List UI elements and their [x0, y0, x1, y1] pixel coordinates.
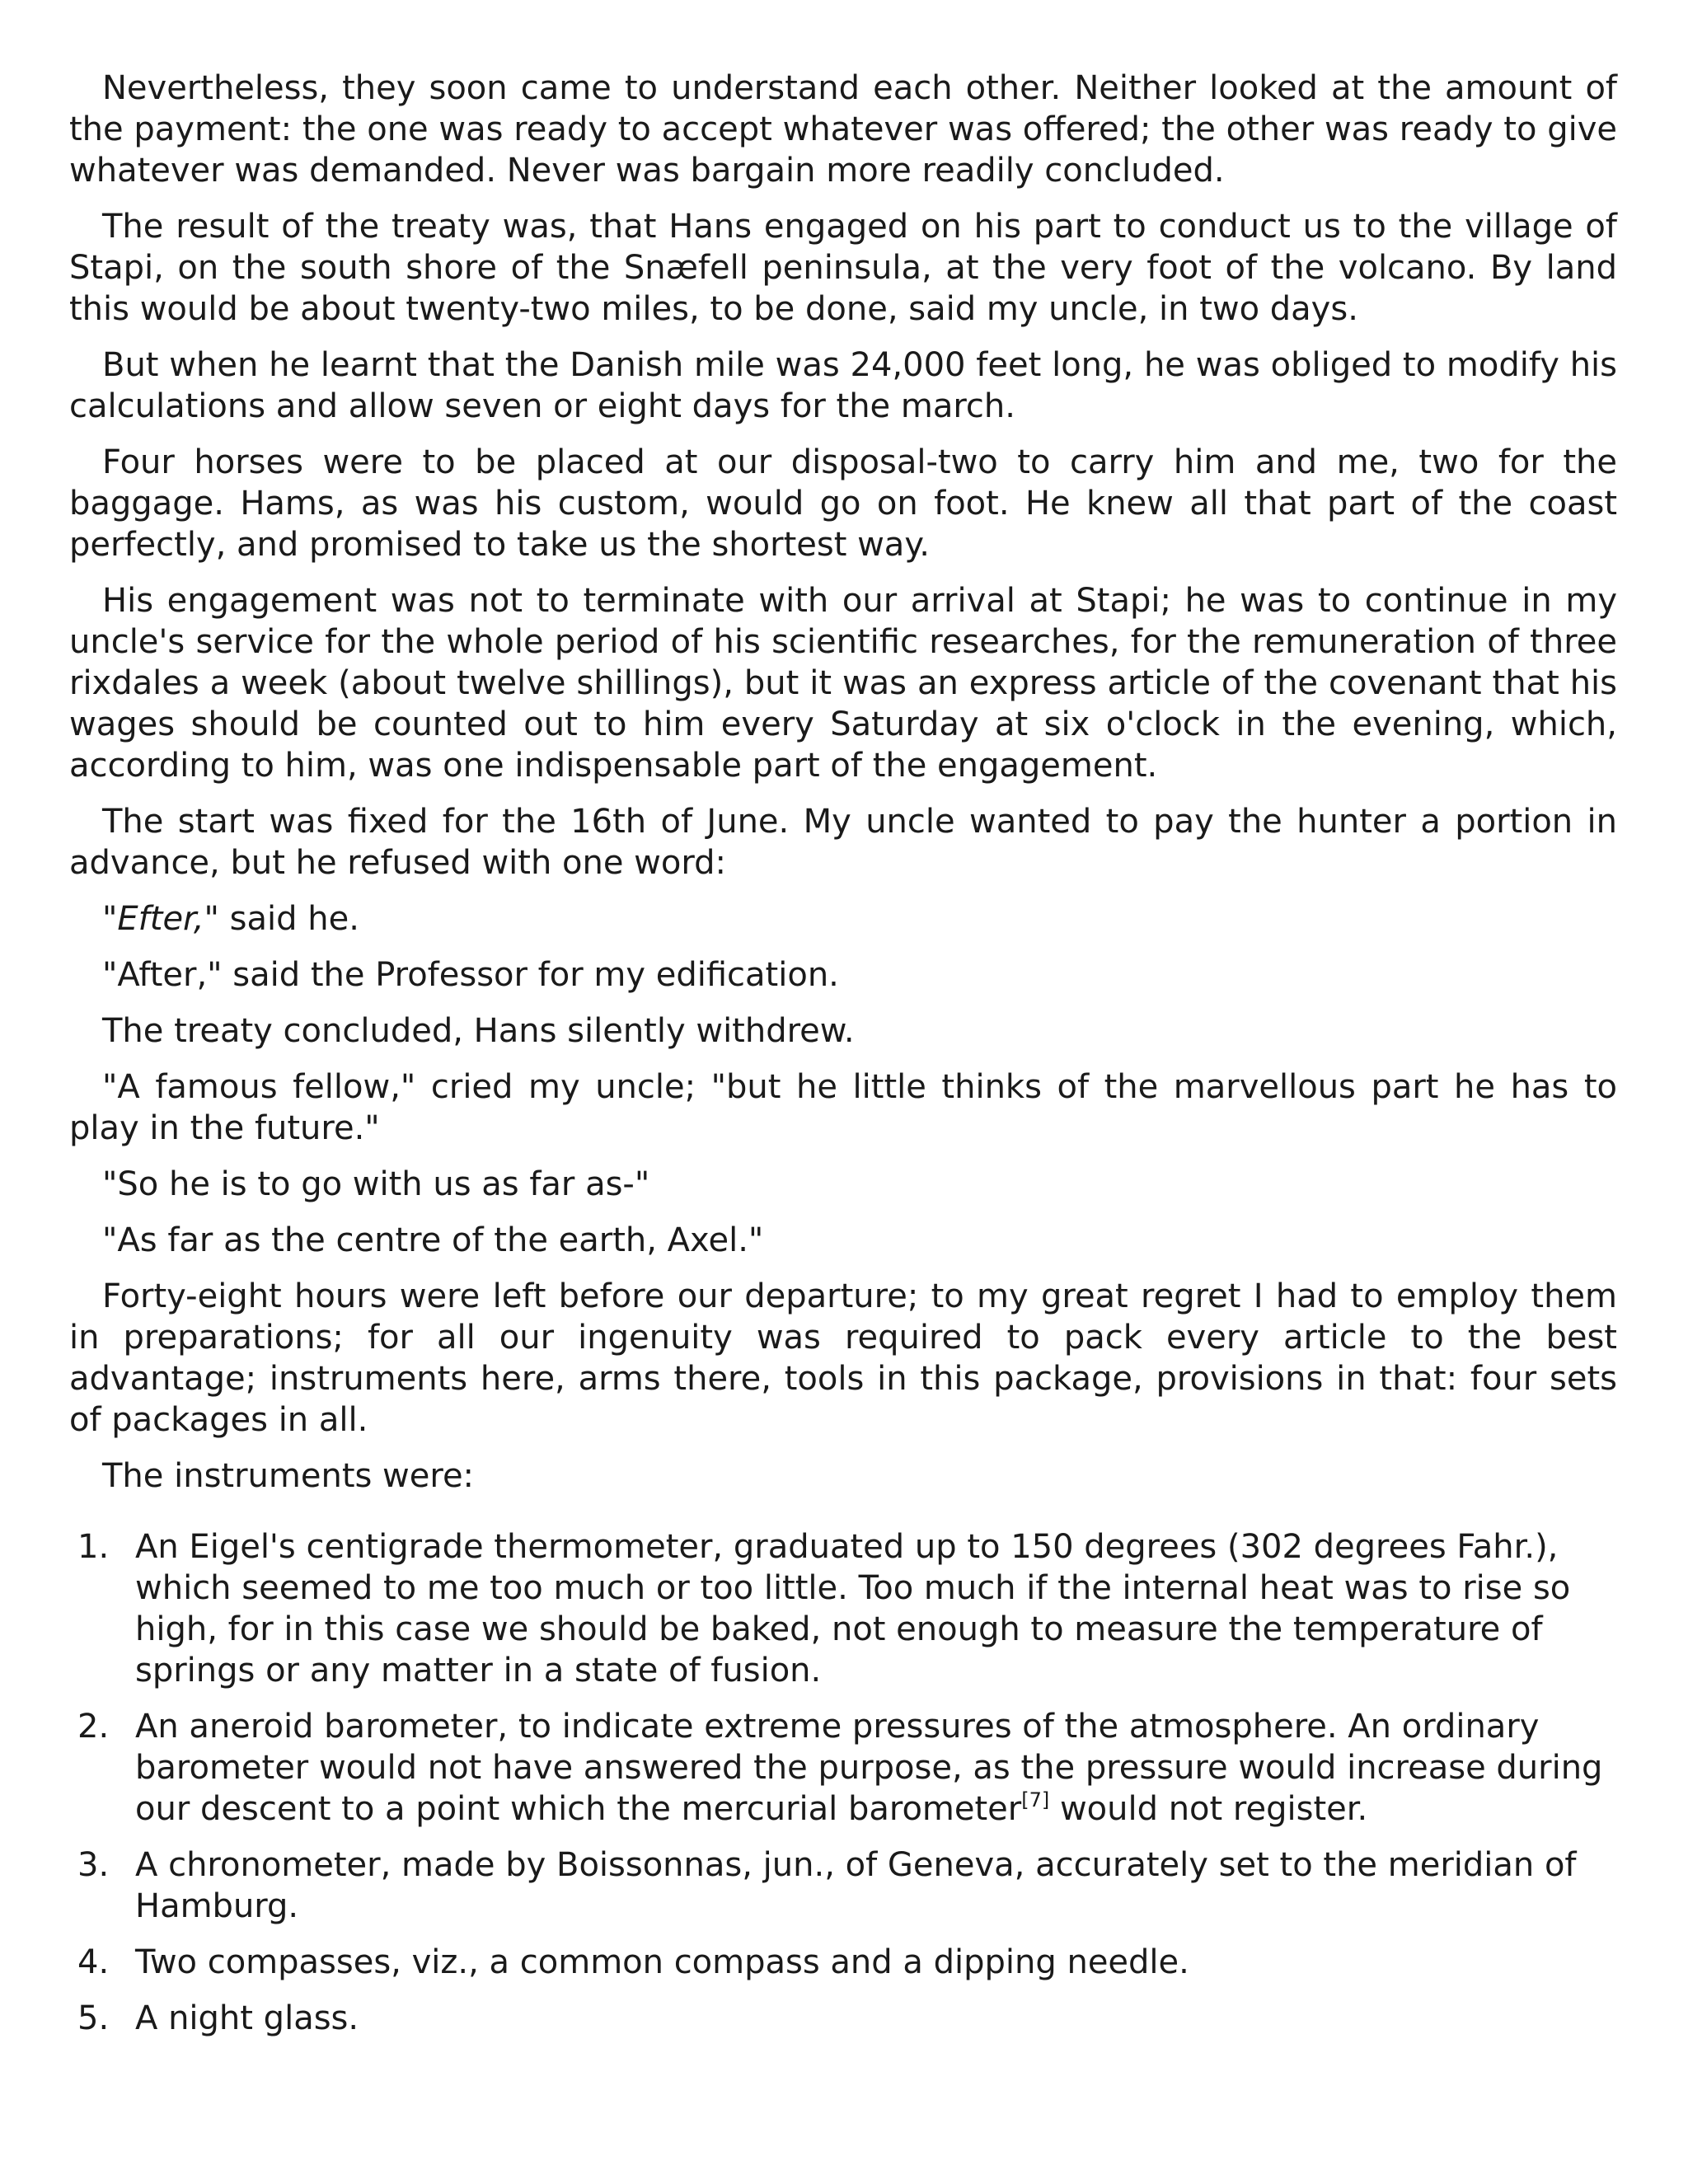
list-item [69, 1706, 1617, 1830]
list-text: An Eigel's centigrade thermometer, graduated up to 150 degrees (302 degrees Fahr.), which seemed to me too much or too little. Too much if the internal heat was to rise so high, for in this case we should be baked, not enough to measure the temperature of springs or any matter in a state of fusion. [135, 1528, 1571, 1690]
list-text: An aneroid barometer, to indicate extreme pressures of the atmosphere. An ordinary barometer would not have answered the purpose, as the pressure would increase during our descent to a point which the mercurial barometer [135, 1708, 1603, 1828]
list-item [69, 1844, 1617, 1927]
list-number: 3. [77, 1846, 110, 1884]
list-text: A chronometer, made by Boissonnas, jun., of Geneva, accurately set to the meridian of Hamburg. [135, 1846, 1577, 1925]
paragraph: His engagement was not to terminate with our arrival at Stapi; he was to continue in my uncle's service for the whole period of his scientific researches, for the remuneration of three rixdales a week (about twelve shillings), but it was an express article of the covenant that his wages should be counted out to him every Saturday at six o'clock in the evening, which, according to him, was one indispensable part of the engagement. [69, 582, 1617, 785]
dialogue-line: "After," said the Professor for my edification. [102, 956, 839, 994]
list-number: 5. [77, 1999, 110, 2037]
dialogue-line: "So he is to go with us as far as-" [102, 1165, 650, 1203]
list-item [69, 1998, 1617, 2039]
list-text: A night glass. [135, 1999, 359, 2037]
paragraph: The start was fixed for the 16th of June. My uncle wanted to pay the hunter a portion in advance, but he refused with one word: [69, 803, 1617, 882]
paragraph: Forty-eight hours were left before our departure; to my great regret I had to employ them in preparations; for all our ingenuity was required to pack every article to the best advantage; instruments here, arms there, tools in this package, provisions in that: four sets of packages in all. [69, 1277, 1617, 1439]
paragraph: But when he learnt that the Danish mile was 24,000 feet long, he was obliged to modify his calculations and allow seven or eight days for the march. [69, 346, 1617, 425]
list-number: 4. [77, 1943, 110, 1981]
footnote-link[interactable]: [7] [1021, 1788, 1050, 1811]
document-page [69, 68, 1617, 2054]
paragraph: Four horses were to be placed at our disposal-two to carry him and me, two for the baggage. Hams, as was his custom, would go on foot. He knew all that part of the coast perfectly, and promised to take us the shortest way. [69, 443, 1617, 564]
efter-word: Efter, [117, 900, 204, 938]
efter-rest: " said he. [204, 900, 359, 938]
list-text: Two compasses, viz., a common compass and a dipping needle. [135, 1943, 1189, 1981]
list-item [69, 1942, 1617, 1983]
paragraph: Nevertheless, they soon came to understand each other. Neither looked at the amount of the payment: the one was ready to accept whatever was offered; the other was ready to give whatever was demanded. Never was bargain more readily concluded. [69, 69, 1617, 190]
instruments-list [69, 1526, 1617, 2039]
list-text-after: would not register. [1049, 1790, 1368, 1828]
list-number: 2. [77, 1708, 110, 1746]
efter-open-quote: " [102, 900, 118, 938]
list-item [69, 1526, 1617, 1691]
dialogue-efter [69, 898, 1617, 940]
dialogue-line: "As far as the centre of the earth, Axel." [102, 1221, 764, 1259]
dialogue-line: The treaty concluded, Hans silently withdrew. [102, 1012, 855, 1050]
instruments-intro: The instruments were: [102, 1457, 475, 1495]
dialogue-line: "A famous fellow," cried my uncle; "but he little thinks of the marvellous part he has to play in the future." [69, 1068, 1617, 1147]
paragraph: The result of the treaty was, that Hans engaged on his part to conduct us to the village of Stapi, on the south shore of the Snæfell peninsula, at the very foot of the volcano. By land this would be about twenty-two miles, to be done, said my uncle, in two days. [69, 208, 1617, 328]
list-number: 1. [77, 1528, 110, 1566]
